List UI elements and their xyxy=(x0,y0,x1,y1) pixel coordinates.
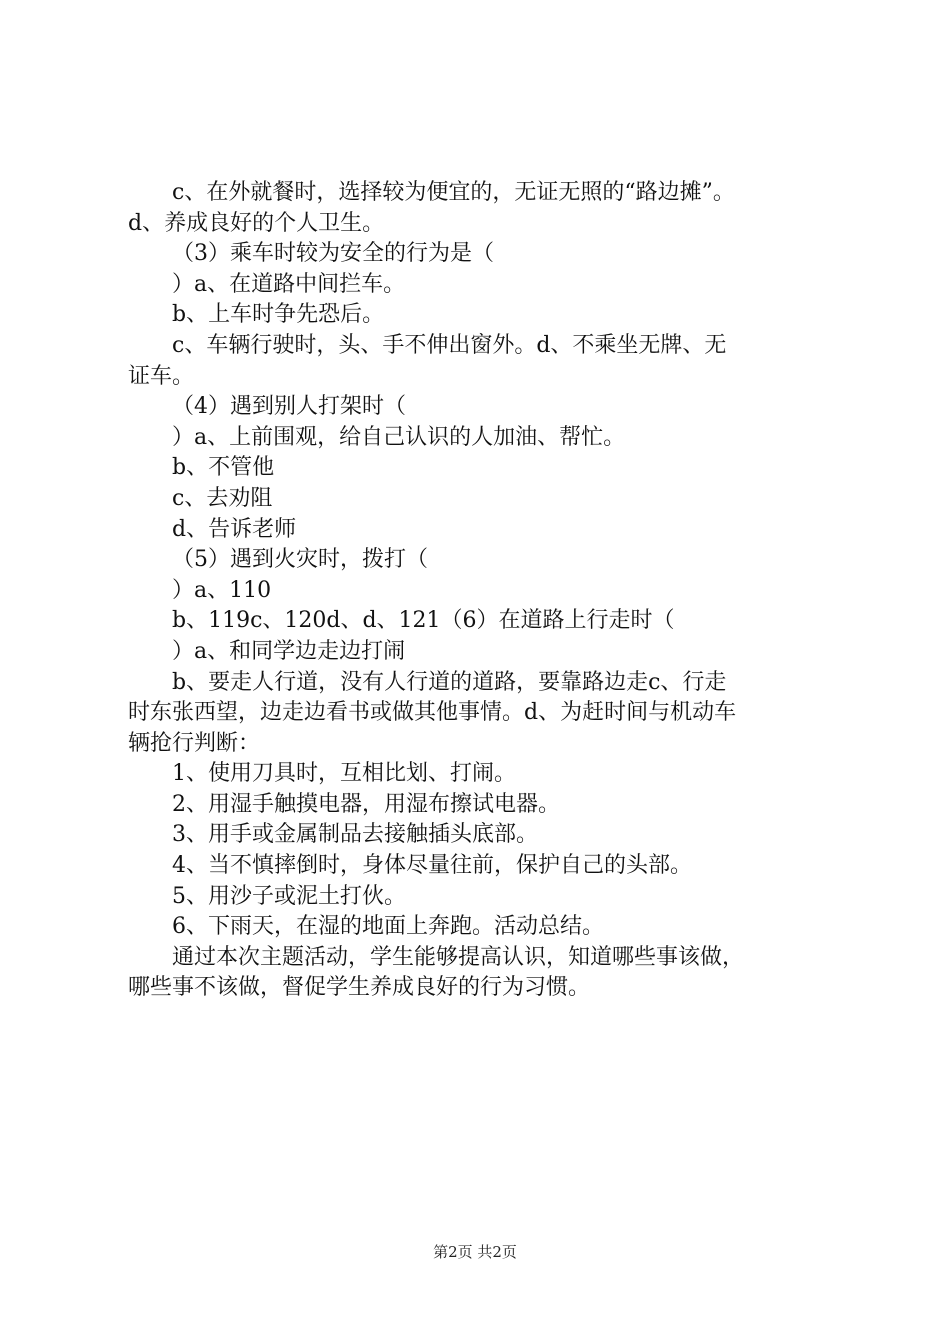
text-line: b、不管他 xyxy=(172,455,275,481)
text-line: 6、下雨天，在湿的地面上奔跑。活动总结。 xyxy=(172,914,604,940)
text-line: b、119c、120d、d、121（6）在道路上行走时（ xyxy=(172,608,675,634)
text-line: c、去劝阻 xyxy=(172,485,273,511)
text-line: 证车。 xyxy=(128,363,195,389)
text-line: ）a、110 xyxy=(172,577,272,603)
text-line: 时东张西望，边走边看书或做其他事情。d、为赶时间与机动车 xyxy=(128,700,737,726)
text-line: d、养成良好的个人卫生。 xyxy=(128,210,385,236)
text-line: c、车辆行驶时，头、手不伸出窗外。d、不乘坐无牌、无 xyxy=(172,332,727,358)
text-line: ）a、上前围观，给自己认识的人加油、帮忙。 xyxy=(172,424,626,450)
text-line: d、告诉老师 xyxy=(172,516,297,542)
document-body xyxy=(128,178,850,1004)
text-line: c、在外就餐时，选择较为便宜的，无证无照的“路边摊”。 xyxy=(172,180,735,205)
text-line: 4、当不慎摔倒时，身体尽量往前，保护自己的头部。 xyxy=(172,853,692,879)
text-line: 2、用湿手触摸电器，用湿布擦试电器。 xyxy=(172,791,560,817)
text-line: 1、使用刀具时，互相比划、打闹。 xyxy=(172,761,516,787)
text-line: 辆抢行判断： xyxy=(128,730,261,756)
text-line: （5）遇到火灾时，拨打（ xyxy=(172,547,428,573)
text-line: 3、用手或金属制品去接触插头底部。 xyxy=(172,822,538,848)
text-line: （4）遇到别人打架时（ xyxy=(172,394,406,420)
text-line: （3）乘车时较为安全的行为是（ xyxy=(172,241,494,267)
text-line: b、上车时争先恐后。 xyxy=(172,302,385,328)
text-line: ）a、在道路中间拦车。 xyxy=(172,271,406,297)
text-line: b、要走人行道，没有人行道的道路，要靠路边走c、行走 xyxy=(172,669,727,695)
text-line: 通过本次主题活动，学生能够提高认识，知道哪些事该做， xyxy=(172,944,745,970)
text-line: 哪些事不该做，督促学生养成良好的行为习惯。 xyxy=(128,975,591,1001)
text-line: 5、用沙子或泥土打伙。 xyxy=(172,883,406,909)
page-footer: 第2页 共2页 xyxy=(433,1243,517,1261)
text-line: ）a、和同学边走边打闹 xyxy=(172,638,406,664)
